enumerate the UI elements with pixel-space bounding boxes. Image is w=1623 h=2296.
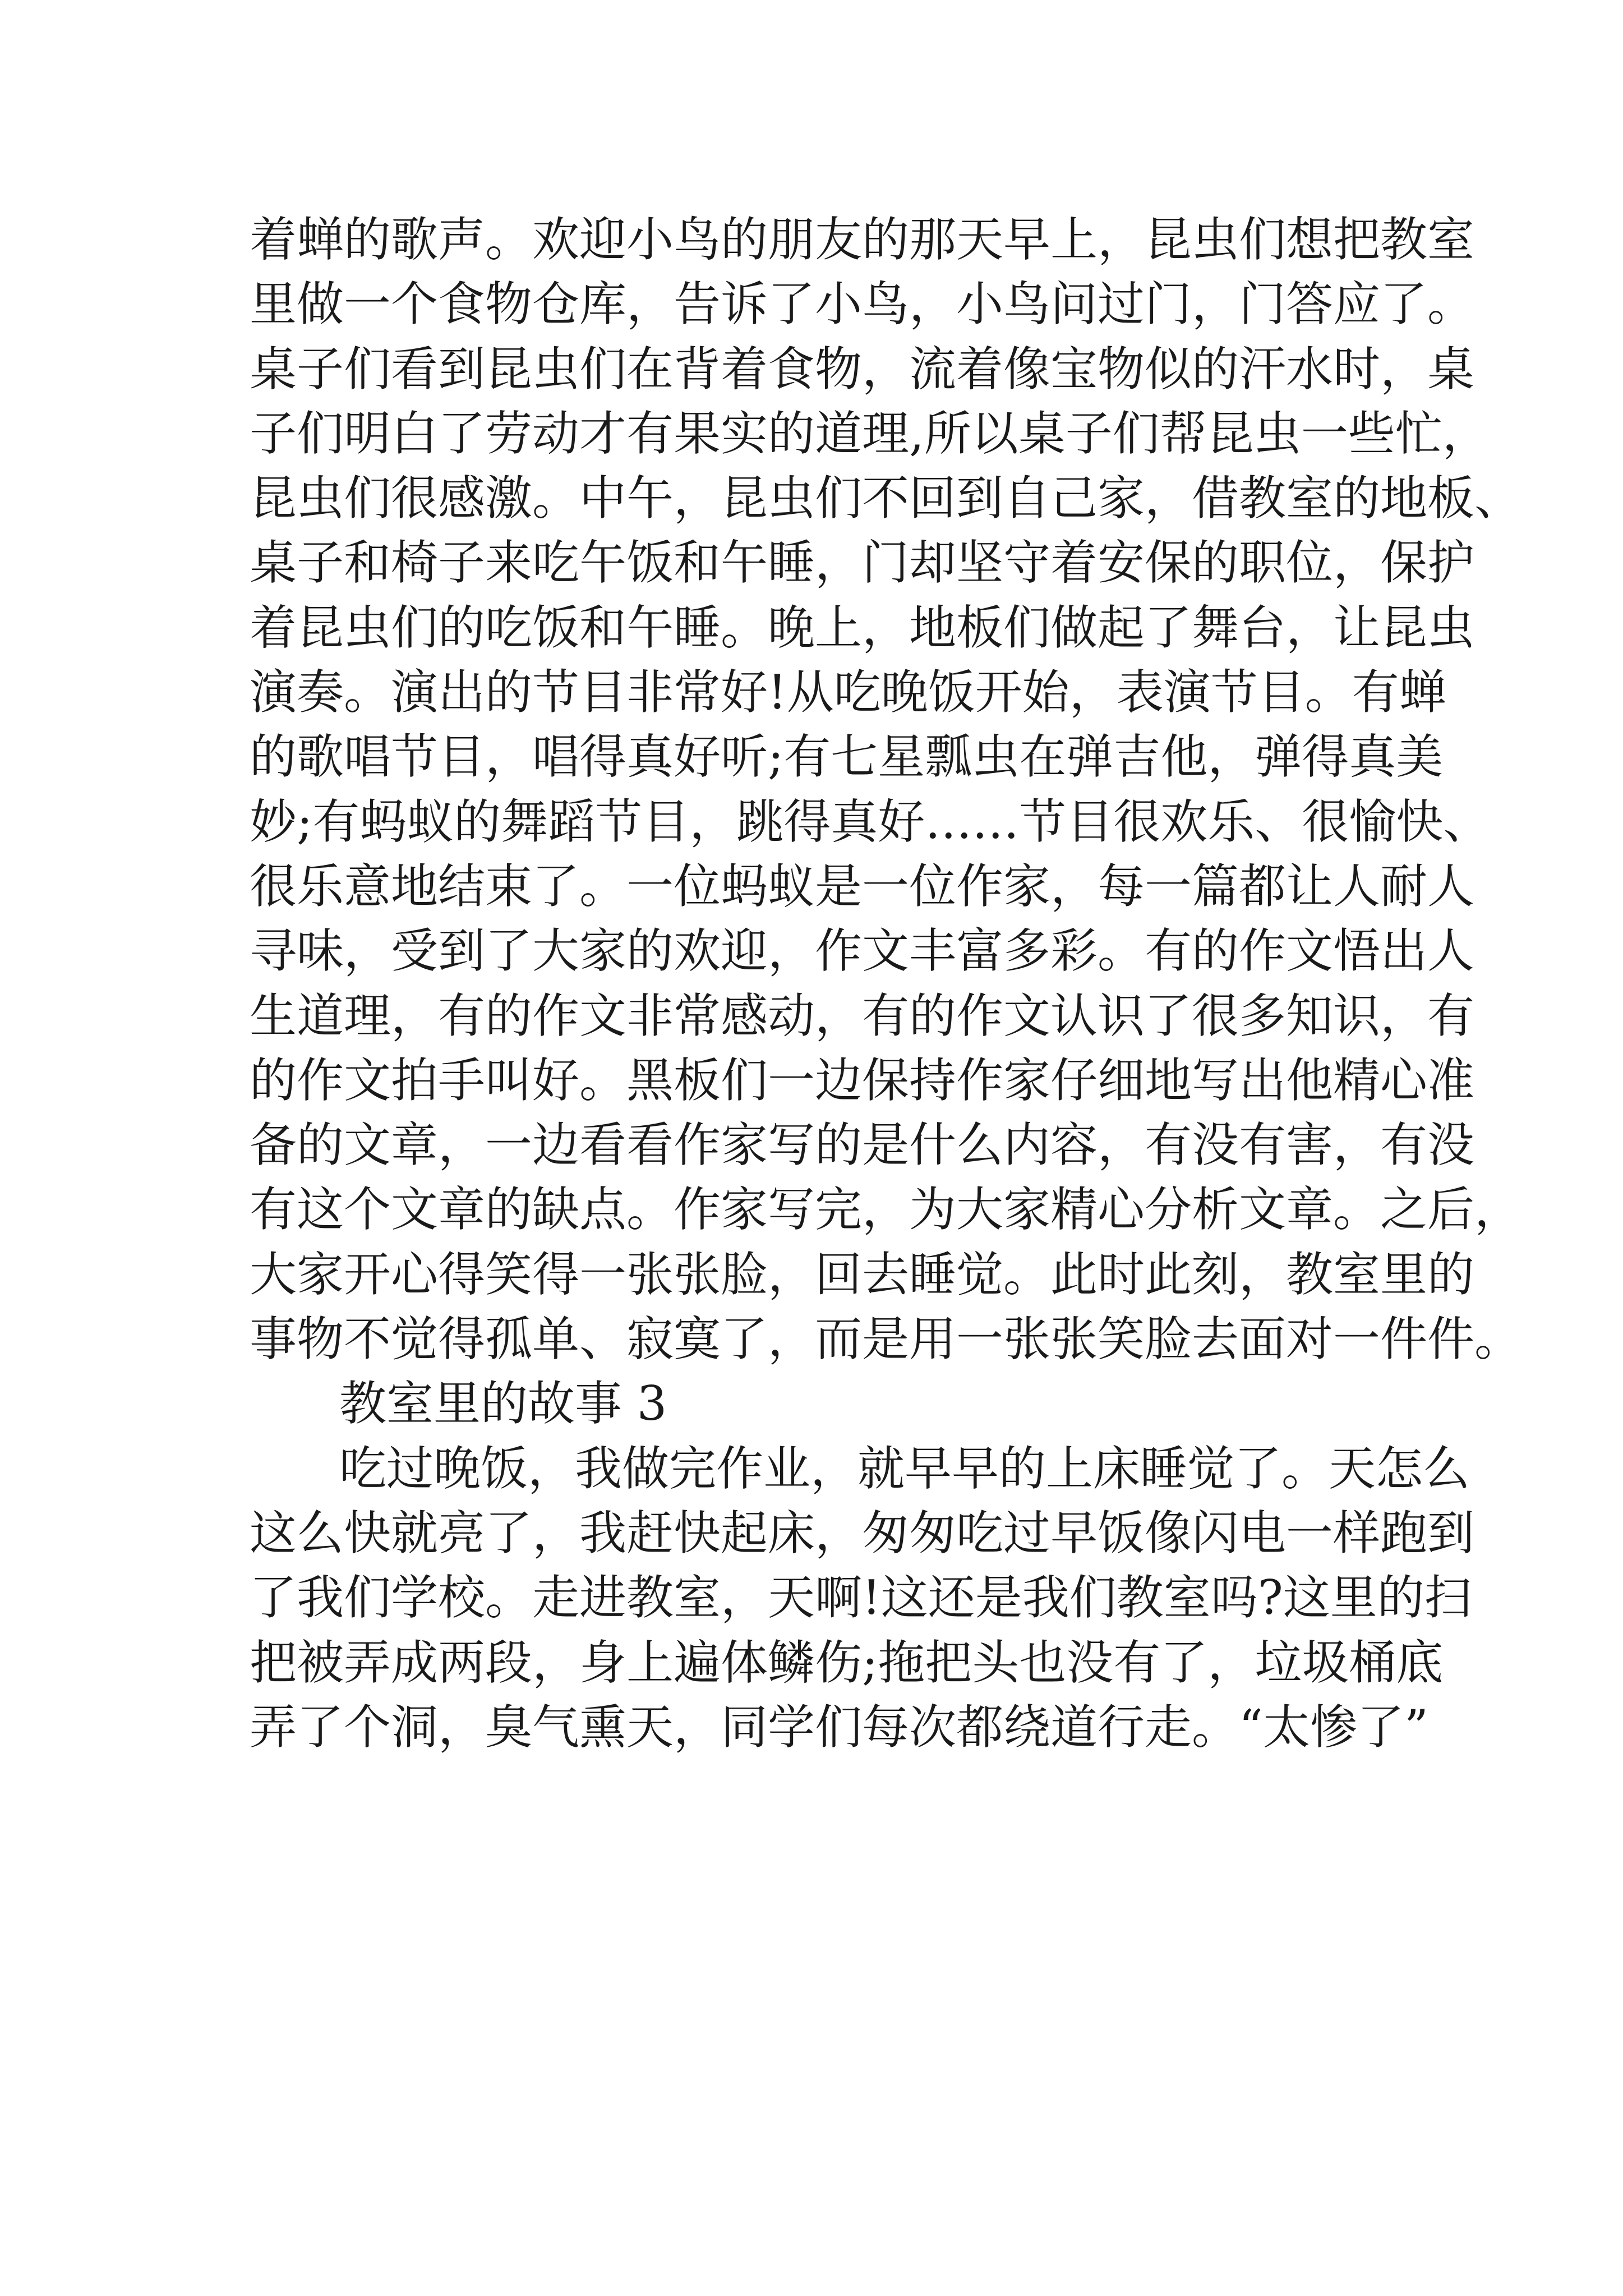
text-line: 里做一个食物仓库，告诉了小鸟，小鸟问过门，门答应了。 <box>250 277 1475 332</box>
text-line: 桌子和椅子来吃午饭和午睡，门却坚守着安保的职位，保护 <box>250 535 1475 591</box>
section-title: 教室里的故事 3 <box>339 1376 667 1432</box>
text-line: 把被弄成两段，身上遍体鳞伤;拖把头也没有了，垃圾桶底 <box>250 1635 1444 1690</box>
text-line: 昆虫们很感激。中午，昆虫们不回到自己家，借教室的地板、 <box>250 471 1522 526</box>
text-line: 事物不觉得孤单、寂寞了，而是用一张张笑脸去面对一件件。 <box>250 1312 1522 1367</box>
text-line: 了我们学校。走进教室，天啊!这还是我们教室吗?这里的扫 <box>250 1570 1472 1626</box>
text-line: 这么快就亮了，我赶快起床，匆匆吃过早饭像闪电一样跑到 <box>250 1505 1475 1561</box>
text-line: 生道理，有的作文非常感动，有的作文认识了很多知识，有 <box>250 988 1475 1043</box>
text-line: 的作文拍手叫好。黑板们一边保持作家仔细地写出他精心准 <box>250 1052 1475 1108</box>
text-line: 寻味，受到了大家的欢迎，作文丰富多彩。有的作文悟出人 <box>250 923 1475 979</box>
text-line: 着蝉的歌声。欢迎小鸟的朋友的那天早上，昆虫们想把教室 <box>250 212 1475 267</box>
text-line: 有这个文章的缺点。作家写完，为大家精心分析文章。之后， <box>250 1182 1522 1237</box>
text-line: 很乐意地结束了。一位蚂蚁是一位作家，每一篇都让人耐人 <box>250 858 1475 914</box>
text-line: 备的文章，一边看看作家写的是什么内容，有没有害，有没 <box>250 1117 1475 1173</box>
text-line: 妙;有蚂蚁的舞蹈节目，跳得真好……节目很欢乐、很愉快、 <box>250 794 1491 849</box>
text-line: 的歌唱节目，唱得真好听;有七星瓢虫在弹吉他，弹得真美 <box>250 729 1444 785</box>
text-line: 桌子们看到昆虫们在背着食物，流着像宝物似的汗水时，桌 <box>250 341 1475 397</box>
text-line: 弄了个洞，臭气熏天，同学们每次都绕道行走。“太惨了” <box>250 1699 1428 1755</box>
text-line: 着昆虫们的吃饭和午睡。晚上，地板们做起了舞台，让昆虫 <box>250 600 1475 655</box>
document-body <box>250 208 1522 1760</box>
text-line: 子们明白了劳动才有果实的道理,所以桌子们帮昆虫一些忙， <box>250 406 1490 461</box>
text-line: 大家开心得笑得一张张脸，回去睡觉。此时此刻，教室里的 <box>250 1246 1475 1302</box>
text-line: 吃过晚饭，我做完作业，就早早的上床睡觉了。天怎么 <box>339 1441 1470 1496</box>
text-line: 演奏。演出的节目非常好!从吃晚饭开始，表演节目。有蝉 <box>250 665 1446 720</box>
